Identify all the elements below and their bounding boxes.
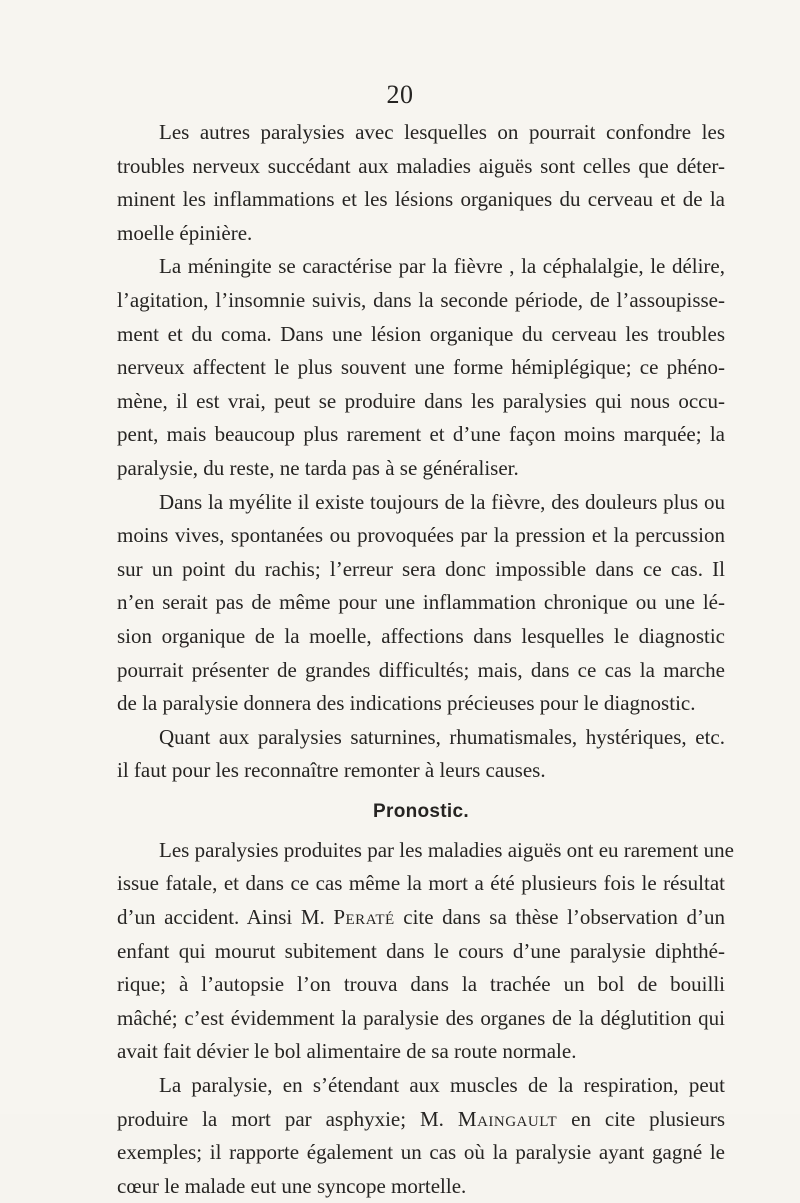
text-line: de la paralysie donnera des indications précieuses pour le diagnostic.	[117, 691, 696, 716]
text-line: il faut pour les reconnaître remonter à leurs causes.	[117, 758, 546, 783]
paragraph-4	[117, 721, 725, 788]
text-line: La paralysie, en s’étendant aux muscles de la respiration, peut	[159, 1073, 725, 1098]
text-line: rique; à l’autopsie l’on trouva dans la trachée un bol de bouilli	[117, 972, 725, 997]
text-line: moelle épinière.	[117, 220, 253, 245]
text-line: l’agitation, l’insomnie suivis, dans la seconde période, de l’assoupisse-	[117, 287, 725, 312]
paragraph-5	[117, 834, 734, 1069]
text-fragment: d’un accident. Ainsi M.	[117, 905, 334, 930]
text-line: avait fait dévier le bol alimentaire de sa route normale.	[117, 1039, 577, 1064]
text-fragment: en cite plusieurs	[571, 1106, 725, 1131]
text-line: paralysie, du reste, ne tarda pas à se généraliser.	[117, 455, 519, 480]
text-line: Les autres paralysies avec lesquelles on pourrait confondre les	[159, 120, 725, 144]
text-line: n’en serait pas de même pour une inflammation chronique ou une lé-	[117, 590, 725, 615]
text-line: sur un point du rachis; l’erreur sera donc impossible dans ce cas. Il	[117, 556, 725, 581]
text-line-with-name	[117, 901, 725, 935]
page-number: 20	[386, 80, 414, 109]
paragraph-2	[117, 250, 725, 485]
text-line: Quant aux paralysies saturnines, rhumatismales, hystériques, etc.	[159, 724, 725, 749]
text-line: minent les inflammations et les lésions organiques du cerveau et de la	[117, 187, 725, 212]
text-line: pourrait présenter de grandes difficultés; mais, dans ce cas la marche	[117, 657, 725, 682]
text-fragment: cite dans sa thèse l’observation d’un	[403, 905, 725, 930]
text-line: pent, mais beaucoup plus rarement et d’une façon moins marquée; la	[117, 422, 725, 447]
paragraph-1	[117, 116, 725, 250]
text-line: exemples; il rapporte également un cas où la paralysie ayant gagné le	[117, 1140, 725, 1165]
text-line: nerveux affectent le plus souvent une forme hémiplégique; ce phéno-	[117, 355, 725, 380]
body-text	[117, 116, 734, 1203]
text-line-with-name	[117, 1103, 725, 1137]
section-heading: Pronostic.	[373, 800, 469, 822]
text-fragment: produire la mort par asphyxie; M.	[117, 1106, 458, 1131]
paragraph-3	[117, 486, 725, 721]
paragraph-6	[117, 1069, 725, 1203]
text-line: ment et du coma. Dans une lésion organique du cerveau les troubles	[117, 321, 725, 346]
text-line: mène, il est vrai, peut se produire dans les paralysies qui nous occu-	[117, 388, 725, 413]
text-line: moins vives, spontanées ou provoquées par la pression et la percussion	[117, 523, 725, 548]
author-name-perate: Peraté	[333, 905, 395, 930]
text-line: troubles nerveux succédant aux maladies aiguës sont celles que déter-	[117, 153, 725, 178]
text-line: mâché; c’est évidemment la paralysie des organes de la déglutition qui	[117, 1005, 725, 1030]
text-line: Dans la myélite il existe toujours de la fièvre, des douleurs plus ou	[159, 489, 725, 514]
text-line: Les paralysies produites par les maladies aiguës ont eu rarement une	[159, 837, 734, 862]
text-line: cœur le malade eut une syncope mortelle.	[117, 1173, 467, 1198]
text-line: issue fatale, et dans ce cas même la mort a été plusieurs fois le résultat	[117, 871, 725, 896]
text-line: La méningite se caractérise par la fièvre , la céphalalgie, le délire,	[159, 254, 725, 279]
text-line: sion organique de la moelle, affections dans lesquelles le diagnostic	[117, 623, 725, 648]
text-line: enfant qui mourut subitement dans le cours d’une paralysie diphthé-	[117, 938, 725, 963]
author-name-maingault: Maingault	[457, 1106, 558, 1131]
